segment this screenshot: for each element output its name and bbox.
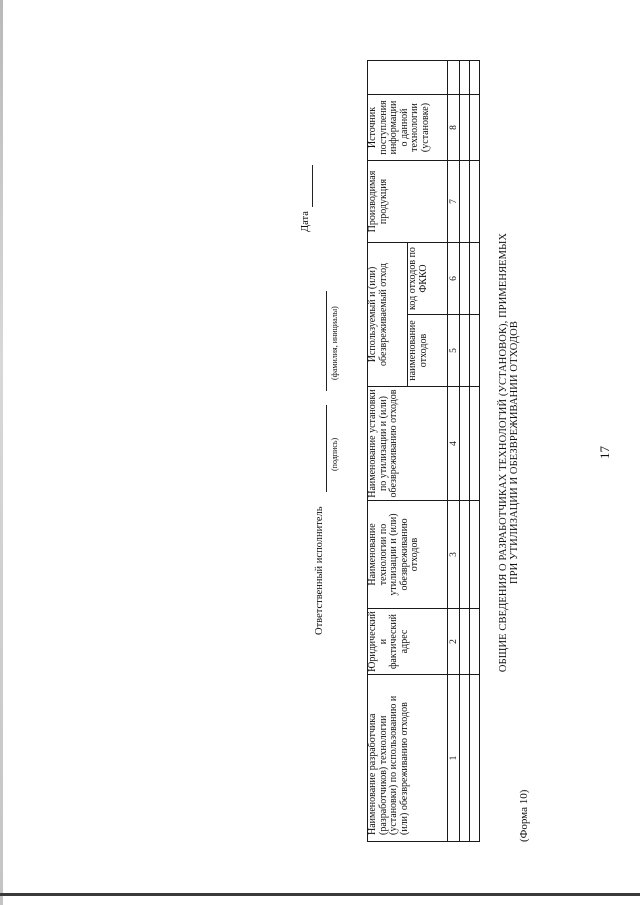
developers-table [367, 60, 480, 842]
date-line [312, 165, 313, 207]
signature-line [326, 405, 327, 492]
column-number: 5 [448, 315, 460, 387]
table-cell [470, 95, 480, 161]
table-cell [460, 95, 470, 161]
title-line-2: ПРИ УТИЛИЗАЦИИ И ОБЕЗВРЕЖИВАНИИ ОТХОДОВ [509, 321, 520, 584]
executor-label: Ответственный исполнитель [314, 506, 325, 635]
column-number: 8 [448, 95, 460, 161]
table-cell [470, 315, 480, 387]
document-title [498, 0, 520, 905]
table-cell [470, 161, 480, 243]
column-number: 6 [448, 243, 460, 315]
table-cell [460, 161, 470, 243]
table-cell [460, 675, 470, 842]
table-cell [470, 609, 480, 675]
table-cell [460, 315, 470, 387]
subheader-waste-name: наименование отходов [408, 315, 448, 387]
column-number-row [448, 61, 460, 842]
column-number-empty [448, 61, 460, 95]
table-cell [470, 675, 480, 842]
signature-block [300, 75, 350, 635]
header-row [368, 61, 408, 842]
header-technology-name: Наименование технологии по утилизации и (или) обезвреживанию отходов [368, 501, 448, 609]
name-line [326, 291, 327, 391]
table-cell [460, 387, 470, 501]
table-cell [460, 609, 470, 675]
header-address: Юридический и фактический адрес [368, 609, 448, 675]
table-row [460, 61, 470, 842]
column-number: 2 [448, 609, 460, 675]
header-waste-used: Используемый и (или) обезвреживаемый отход [368, 243, 408, 387]
page-number: 17 [597, 446, 612, 459]
table-cell [470, 501, 480, 609]
column-number: 7 [448, 161, 460, 243]
table-cell [460, 501, 470, 609]
table-cell [460, 61, 470, 95]
header-extra-column [368, 61, 448, 95]
subheader-waste-code: код отходов по ФККО [408, 243, 448, 315]
header-info-source: Источник поступления информации о данной технологии (установке) [368, 95, 448, 161]
table-cell [470, 387, 480, 501]
form-label: (Форма 10) [518, 789, 530, 842]
date-label: Дата [300, 211, 311, 232]
title-line-1: ОБЩИЕ СВЕДЕНИЯ О РАЗРАБОТЧИКАХ ТЕХНОЛОГИЙ (УСТАНОВОК), ПРИМЕНЯЕМЫХ [498, 232, 509, 673]
column-number: 3 [448, 501, 460, 609]
table-cell [470, 61, 480, 95]
column-number: 4 [448, 387, 460, 501]
column-number: 1 [448, 675, 460, 842]
name-caption: (фамилия, инициалы) [330, 306, 339, 380]
table-row [470, 61, 480, 842]
header-developer-name: Наименование разработчика (разработчиков) технологии (установки) по использованию и (или) обезвреживанию отходов [368, 675, 448, 842]
table-cell [460, 243, 470, 315]
signature-caption: (подпись) [330, 437, 339, 471]
header-installation-name: Наименование установки по утилизации и (или) обезвреживанию отходов [368, 387, 448, 501]
header-products: Производимая продукция [368, 161, 448, 243]
table-cell [470, 243, 480, 315]
